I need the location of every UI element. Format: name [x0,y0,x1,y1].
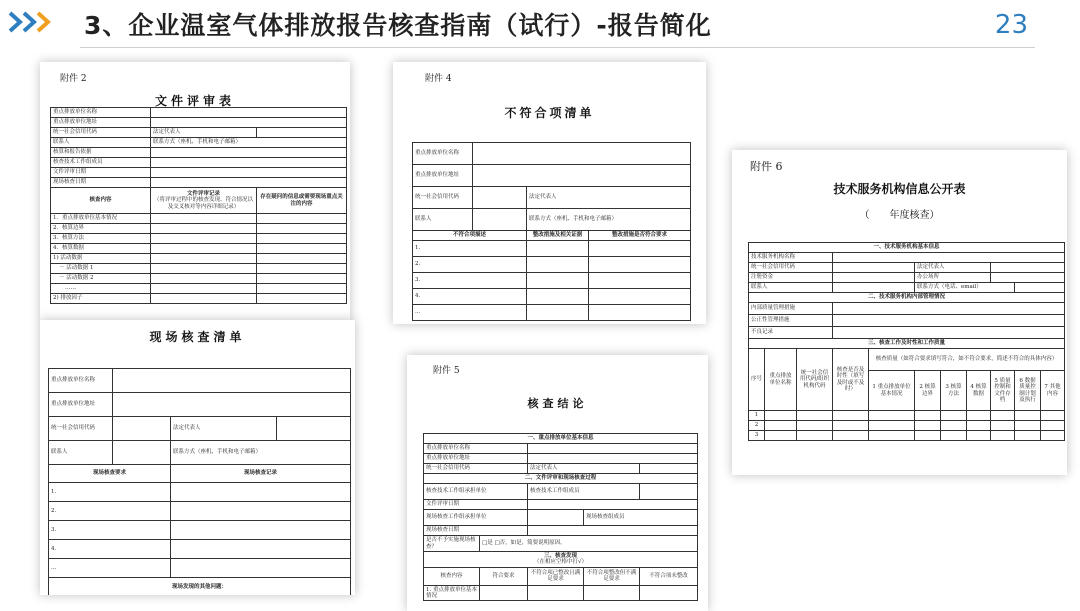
row-label: 现场核查工作组承担单位 [424,510,528,526]
row-label: 重点排放单位地址 [49,393,113,417]
row-label: 统一社会信用代码 [749,263,833,273]
contact-method-label: 联系方式（座机、手机和电子邮箱） [171,441,351,465]
quality-col: 2 核算边界 [915,371,941,411]
row-label: 联系人 [749,283,833,293]
contact-method-label: 联系方式（电话、email） [915,283,1015,293]
row-label: 内部质量管理措施 [749,303,833,315]
legal-rep-label: 法定代表人 [528,464,640,474]
row-label: 统一社会信用代码 [51,128,151,138]
document-review-form [40,62,350,320]
checklist-table [48,368,351,595]
row-label: 核算和报告依据 [51,148,151,158]
row-number: 2 [749,421,765,431]
contact-method-label: 联系方式（座机、手机和电子邮箱） [151,138,347,148]
item: 2．核算边界 [51,224,151,234]
contact-method-label: 联系方式（座机、手机和电子邮箱） [527,209,691,231]
quality-col: 5 质量控制和文件存档 [991,371,1015,411]
row-label: 联系人 [49,441,113,465]
col-record [151,188,257,214]
row-label: 技术服务机构名称 [749,253,833,263]
chevrons-icon [8,10,78,34]
slide-title: 3、企业温室气体排放报告核查指南（试行）-报告简化 [84,11,712,40]
item: 3．核算方法 [51,234,151,244]
row-label: 核查技术工作组承担单位 [424,484,528,500]
item: 1．重点排放单位基本情况 [51,214,151,224]
row-label: 公正性管理措施 [749,315,833,327]
item: 1. [49,483,171,502]
row-number: 1 [749,411,765,421]
annex-label: 附件 4 [425,74,452,84]
header-cell: 整改措施是否符合要求 [589,231,691,241]
office-label: 办公场所 [915,273,991,283]
row-label: 重点排放单位地址 [51,118,151,128]
quality-header: 核查质量（如符合要求填写符合，如不符合要求，简述不符合的具体内容） [869,349,1065,371]
omit-value: □是 □否，如是，简要说明原因。 [480,536,698,552]
section-heading: 三、核查工作及时性和工作质量 [749,339,1065,349]
item: 2. [413,257,527,273]
verification-conclusion [407,355,708,611]
row-label: 现场核查日期 [424,526,528,536]
col-header: 序号 [749,349,765,411]
item: … [413,305,527,321]
header-cell: 整改措施及相关证据 [527,231,589,241]
row-label: 统一社会信用代码 [49,417,113,441]
form-title: 不符合项清单 [504,106,595,120]
quality-col: 1 重点排放单位基本情况 [869,371,915,411]
header-cell: 符合要求 [480,567,528,585]
item: 2. [49,502,171,521]
item: … [49,559,171,578]
nonconformity-table [412,142,691,321]
section-heading [424,552,698,568]
row-label: 联系人 [413,209,473,231]
row-label: 现场核查日期 [51,178,151,188]
col-content: 核查内容 [51,188,151,214]
col-issue: 存在疑问的信息或需要现场重点关注的内容 [257,188,347,214]
col-header: 重点排放单位名称 [765,349,797,411]
form-title: 文件评审表 [154,94,235,108]
col-header: 核查是否及时性（填写及时或不及时） [833,349,869,411]
item: 3. [413,273,527,289]
item: 1. [413,241,527,257]
row-label: 重点排放单位地址 [413,165,473,187]
header-cell: 现场核查记录 [171,465,351,483]
quality-col: 4 核算数据 [967,371,991,411]
row-label: 重点排放单位名称 [49,369,113,393]
item: 4. [49,540,171,559]
header-cell: 核查内容 [424,567,480,585]
legal-rep-label: 法定代表人 [527,187,691,209]
row-label: 统一社会信用代码 [424,464,528,474]
header-cell: 不符合项未整改 [640,567,698,585]
team-members-label: 核查技术工作组成员 [528,484,640,500]
item: 1. 重点排放单位基本情况 [424,585,480,601]
item: 4．核算数据 [51,244,151,254]
row-label: 重点排放单位名称 [424,444,528,454]
row-label: 重点排放单位名称 [413,143,473,165]
section-heading-text: 三、核查发现 [543,553,577,559]
conclusion-table [423,433,698,601]
form-title: 核查结论 [527,397,588,410]
header-cell: 不符合项已整改且满足要求 [528,567,584,585]
section-heading: 二、技术服务机构内部管理情况 [749,293,1065,303]
other-issues-label: 现场发现的其他问题： [49,578,351,596]
header-cell: 不符合项描述 [413,231,527,241]
row-label: 重点排放单位地址 [424,454,528,464]
row-label: 文件评审日期 [51,168,151,178]
row-label: 重点排放单位名称 [51,108,151,118]
row-label: 是否不予实施现场核查？ [424,536,480,552]
quality-col: 3 核算方法 [941,371,967,411]
annex-label: 附件 6 [750,160,783,173]
row-label: 不良记录 [749,327,833,339]
page-number: 23 [994,10,1028,40]
legal-rep-label: 法定代表人 [151,128,257,138]
form-title: 现场核查清单 [149,330,246,344]
row-label: 统一社会信用代码 [413,187,473,209]
row-label: 联系人 [51,138,151,148]
col-record-title: 文件评审记录 [186,191,220,198]
row-label: 文件评审日期 [424,500,528,510]
section-heading: 一、技术服务机构基本信息 [749,243,1065,253]
col-record-desc: （将评审过程中的核查发现、符合情况以及交叉核对等内容详细记录） [153,197,253,210]
section-heading: 二、文件评审和现场核查过程 [424,474,698,484]
item: 3. [49,521,171,540]
header-cell: 不符合项整改但不满足要求 [584,567,640,585]
section-note: （在相应空格中打√） [533,559,587,566]
form-title: 技术服务机构信息公开表 [833,182,966,196]
quality-col: 6 数据质量控制计划及执行 [1015,371,1041,411]
nonconformity-list [393,62,706,324]
slide-header [0,0,1080,48]
col-header: 统一社会信用代码/组织机构代码 [797,349,833,411]
annex-label: 附件 5 [433,366,460,376]
site-verification-checklist [40,320,355,595]
row-label: 核查技术工作组成员 [51,158,151,168]
quality-col: 7 其他内容 [1041,371,1065,411]
row-number: 3 [749,431,765,441]
section-heading: 一、重点排放单位基本信息 [424,434,698,444]
item: 1) 活动数据 [51,254,151,264]
item: － 活动数据 1 [51,264,151,274]
header-cell: 现场核查要求 [49,465,171,483]
item: － 活动数据 2 [51,274,151,284]
service-agency-disclosure [732,150,1067,475]
legal-rep-label: 法定代表人 [171,417,277,441]
header-divider [80,47,1035,48]
site-members-label: 现场核查组成员 [584,510,698,526]
disclosure-table [748,242,1065,441]
row-label: 注册资金 [749,273,833,283]
item: 2) 排放因子 [51,294,151,304]
item: 4. [413,289,527,305]
form-subtitle: （ 年度核查） [859,210,940,221]
item: …… [51,284,151,294]
legal-rep-label: 法定代表人 [915,263,991,273]
annex-label: 附件 2 [60,74,87,84]
review-table [50,107,347,304]
